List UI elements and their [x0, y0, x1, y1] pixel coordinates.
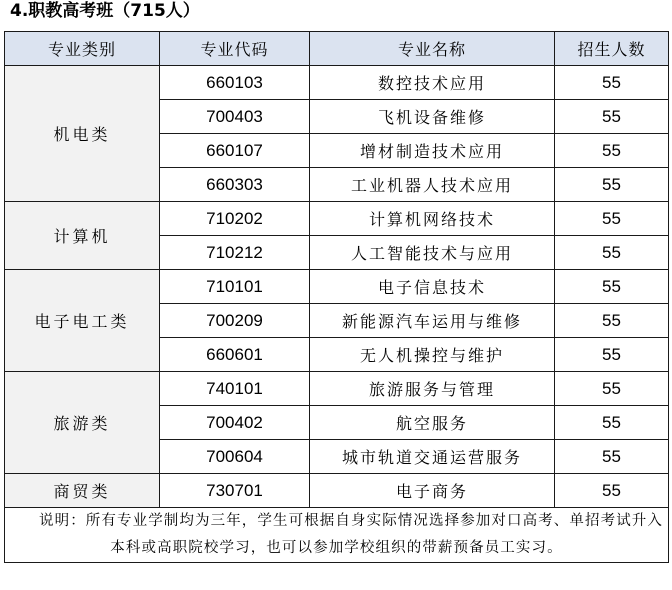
- major-name: 计算机网络技术: [310, 202, 555, 236]
- major-name: 旅游服务与管理: [310, 372, 555, 406]
- major-code: 660303: [160, 168, 310, 202]
- major-code: 700403: [160, 100, 310, 134]
- enrollment-quota: 55: [555, 100, 669, 134]
- major-name: 电子信息技术: [310, 270, 555, 304]
- major-name: 工业机器人技术应用: [310, 168, 555, 202]
- header-major-name: 专业名称: [310, 32, 555, 66]
- major-name: 无人机操控与维护: [310, 338, 555, 372]
- table-row: [5, 270, 669, 304]
- major-name: 航空服务: [310, 406, 555, 440]
- category-cell: 旅游类: [5, 372, 160, 474]
- header-category: 专业类别: [5, 32, 160, 66]
- major-name: 电子商务: [310, 474, 555, 508]
- category-cell: 计算机: [5, 202, 160, 270]
- table-body: [5, 66, 669, 563]
- major-enrollment-table: [4, 31, 669, 563]
- enrollment-quota: 55: [555, 372, 669, 406]
- enrollment-quota: 55: [555, 440, 669, 474]
- major-name: 数控技术应用: [310, 66, 555, 100]
- enrollment-quota: 55: [555, 270, 669, 304]
- major-code: 700604: [160, 440, 310, 474]
- category-cell: 机电类: [5, 66, 160, 202]
- enrollment-quota: 55: [555, 134, 669, 168]
- major-code: 710212: [160, 236, 310, 270]
- major-code: 660107: [160, 134, 310, 168]
- category-cell: 商贸类: [5, 474, 160, 508]
- enrollment-quota: 55: [555, 304, 669, 338]
- header-quota: 招生人数: [555, 32, 669, 66]
- major-code: 660601: [160, 338, 310, 372]
- table-row: [5, 474, 669, 508]
- enrollment-quota: 55: [555, 406, 669, 440]
- major-code: 660103: [160, 66, 310, 100]
- enrollment-quota: 55: [555, 338, 669, 372]
- major-code: 700402: [160, 406, 310, 440]
- major-name: 人工智能技术与应用: [310, 236, 555, 270]
- major-code: 730701: [160, 474, 310, 508]
- note-text: 说明：所有专业学制均为三年，学生可根据自身实际情况选择参加对口高考、单招考试升入本科或高职院校学习，也可以参加学校组织的带薪预备员工实习。: [39, 513, 663, 556]
- table-row: [5, 372, 669, 406]
- major-code: 710202: [160, 202, 310, 236]
- major-name: 增材制造技术应用: [310, 134, 555, 168]
- note-cell: [5, 508, 669, 563]
- enrollment-quota: 55: [555, 202, 669, 236]
- major-code: 710101: [160, 270, 310, 304]
- major-name: 城市轨道交通运营服务: [310, 440, 555, 474]
- section-title: 4.职教高考班（715人）: [10, 1, 200, 21]
- major-name: 新能源汽车运用与维修: [310, 304, 555, 338]
- table-row: [5, 66, 669, 100]
- table-row: [5, 202, 669, 236]
- table-header-row: [5, 32, 669, 66]
- major-code: 740101: [160, 372, 310, 406]
- note-row: [5, 508, 669, 563]
- enrollment-quota: 55: [555, 66, 669, 100]
- enrollment-quota: 55: [555, 236, 669, 270]
- major-name: 飞机设备维修: [310, 100, 555, 134]
- enrollment-quota: 55: [555, 474, 669, 508]
- enrollment-quota: 55: [555, 168, 669, 202]
- major-code: 700209: [160, 304, 310, 338]
- header-code: 专业代码: [160, 32, 310, 66]
- category-cell: 电子电工类: [5, 270, 160, 372]
